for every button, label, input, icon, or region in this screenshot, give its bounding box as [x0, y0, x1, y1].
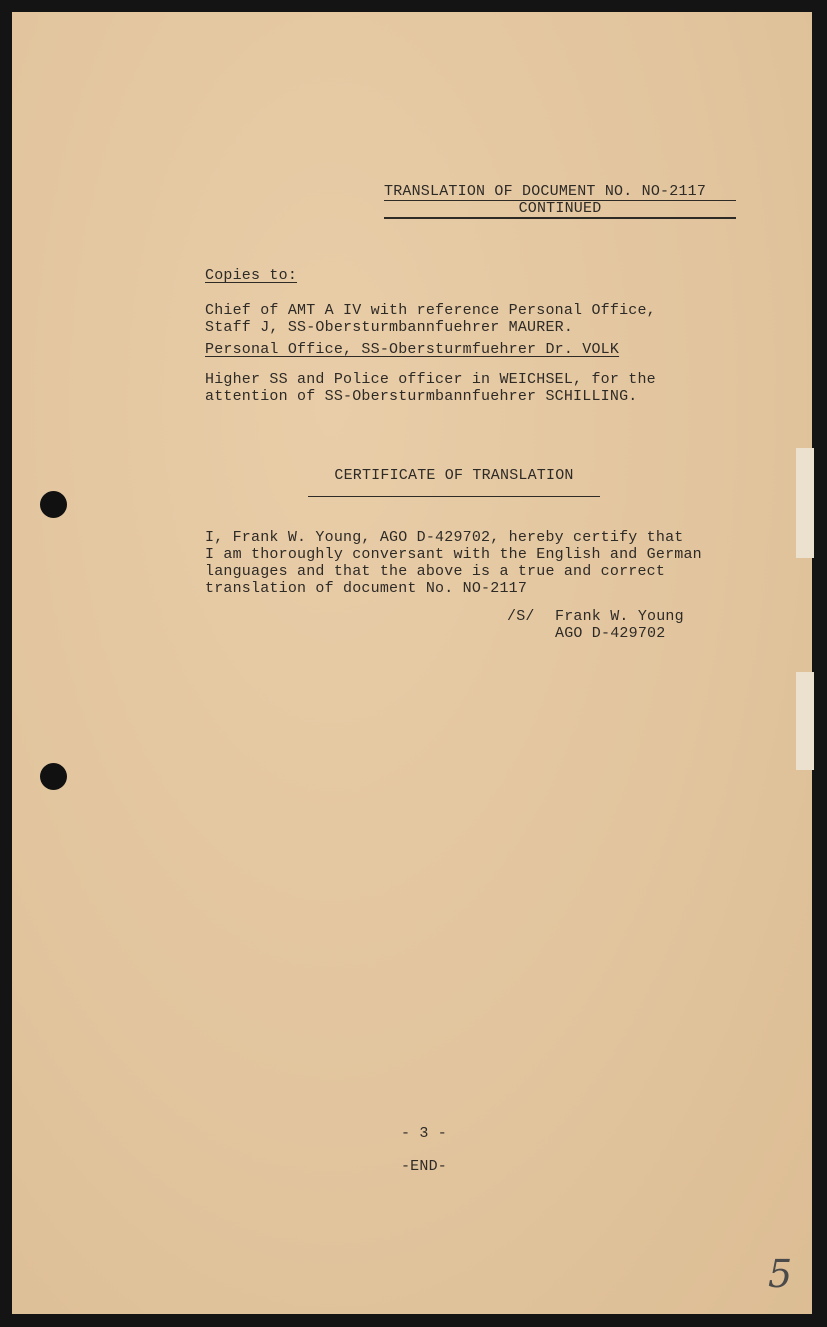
certificate-body-line: I am thoroughly conversant with the English and German — [205, 546, 702, 563]
paper-tab — [796, 448, 814, 558]
copies-entry: attention of SS-Obersturmbannfuehrer SCHILLING. — [205, 388, 638, 405]
end-marker: -END- — [400, 1158, 447, 1175]
certificate-body-line: languages and that the above is a true and correct — [205, 563, 666, 580]
document-subtitle: CONTINUED — [518, 200, 602, 217]
document-page — [12, 12, 812, 1314]
copies-entry: Higher SS and Police officer in WEICHSEL, for the — [205, 371, 656, 388]
certificate-rule — [308, 496, 600, 497]
punch-hole — [40, 491, 67, 518]
paper-tab — [796, 672, 814, 770]
certificate-heading: CERTIFICATE OF TRANSLATION — [334, 467, 574, 484]
copies-entry: Personal Office, SS-Obersturmfuehrer Dr. VOLK — [205, 341, 620, 358]
copies-entry: Chief of AMT A IV with reference Personal Office, — [205, 302, 656, 319]
document-title: TRANSLATION OF DOCUMENT NO. NO-2117 — [384, 183, 707, 200]
certificate-body-line: I, Frank W. Young, AGO D-429702, hereby certify that — [205, 529, 684, 546]
copies-heading: Copies to: — [205, 267, 298, 284]
copies-entry: Staff J, SS-Obersturmbannfuehrer MAURER. — [205, 319, 574, 336]
page-number: - 3 - — [400, 1125, 447, 1142]
signature-mark: /S/ — [507, 608, 535, 625]
title-rule — [384, 217, 736, 219]
certificate-body-line: translation of document No. NO-2117 — [205, 580, 528, 597]
signature-id: AGO D-429702 — [555, 625, 666, 642]
handwritten-page-number: 5 — [768, 1252, 793, 1296]
punch-hole — [40, 763, 67, 790]
signature-name: Frank W. Young — [555, 608, 684, 625]
